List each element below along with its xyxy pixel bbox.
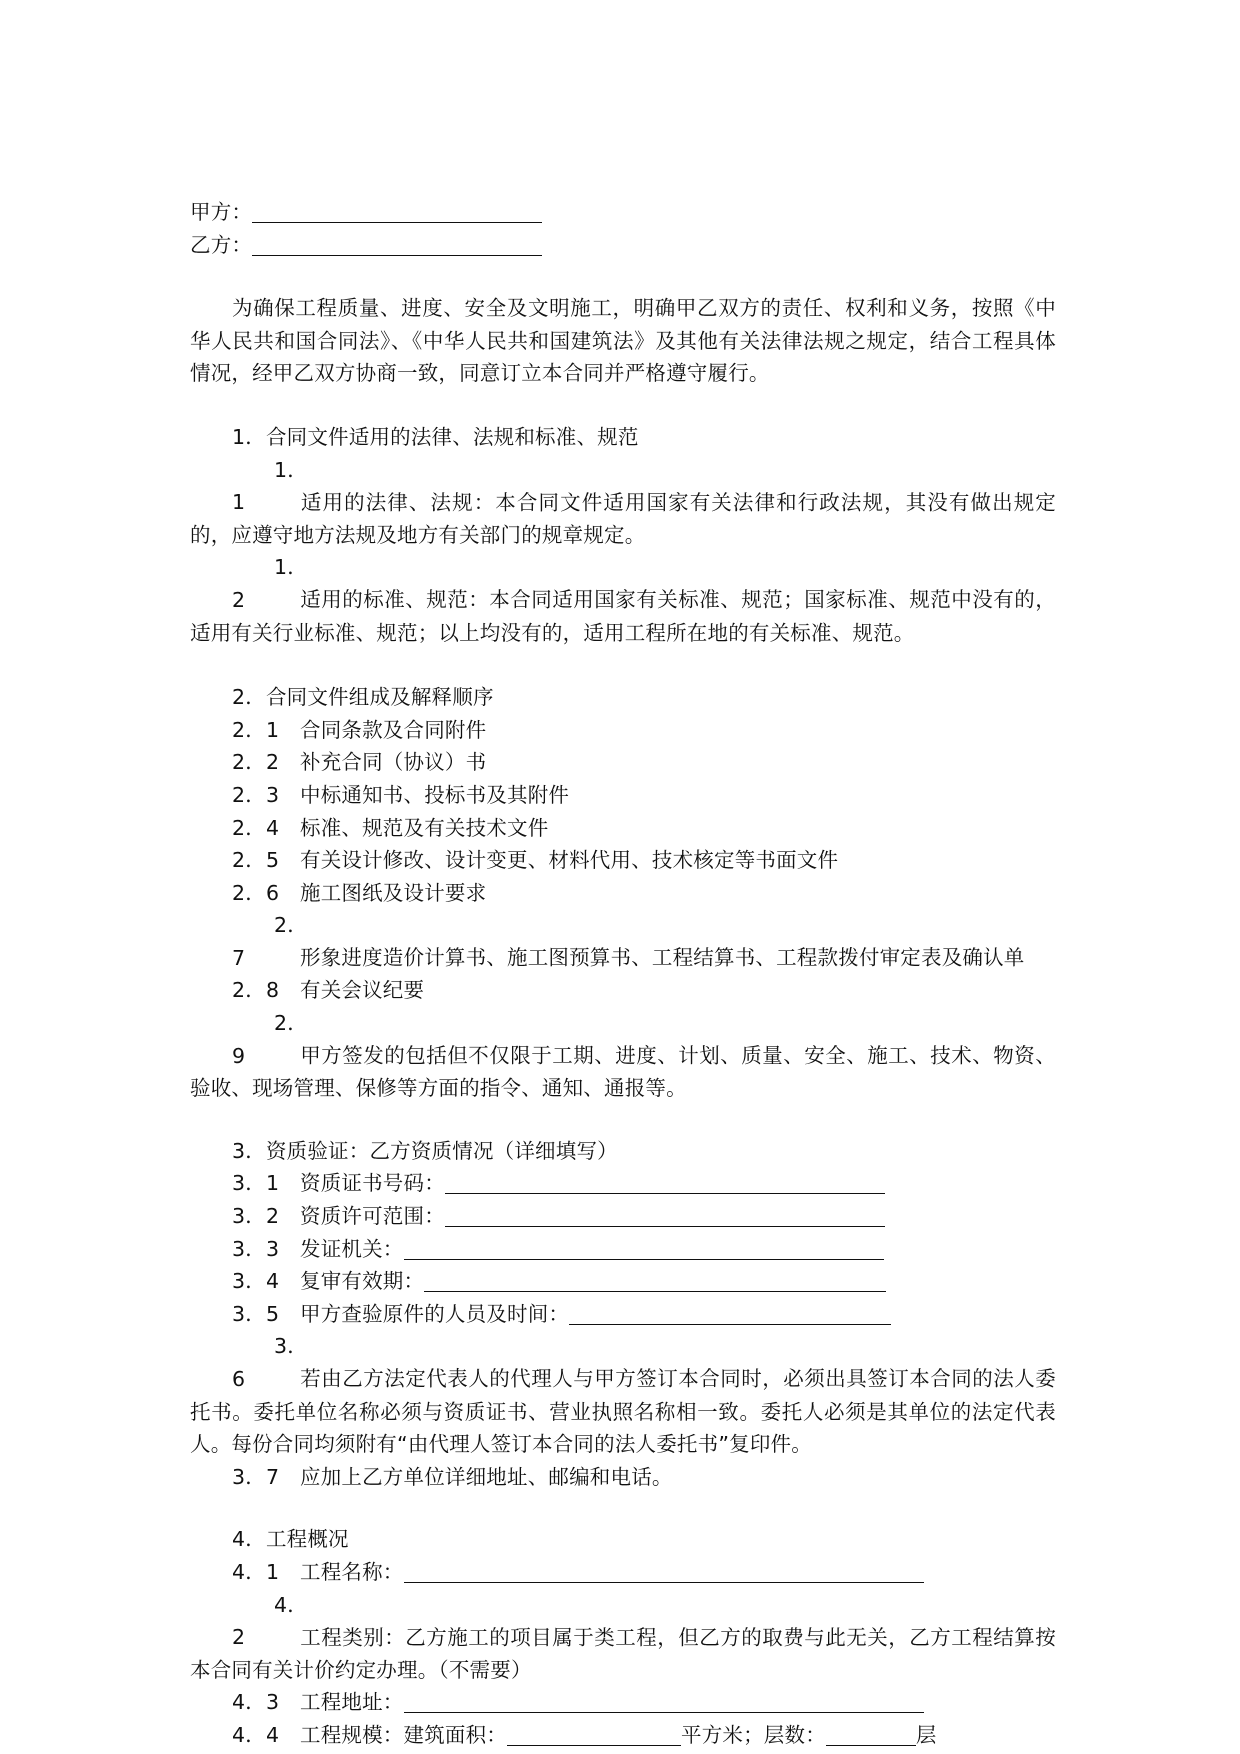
clause-3-2 — [190, 1200, 1056, 1233]
party-a-label: 甲方： — [190, 200, 253, 224]
clause-number: 2．4 — [232, 815, 280, 840]
clause-number: 4．4 — [232, 1722, 280, 1747]
clause-2-6 — [190, 877, 1056, 910]
section-2-title: 2．合同文件组成及解释顺序 — [232, 685, 494, 710]
area-unit-label: 平方米；层数： — [681, 1722, 826, 1747]
clause-label: 发证机关： — [300, 1236, 404, 1261]
clause-2-3 — [190, 779, 1056, 812]
clause-1-2 — [190, 551, 1056, 649]
clause-2-9 — [190, 1007, 1056, 1105]
clause-number: 4．3 — [232, 1690, 280, 1715]
clause-2-7 — [190, 909, 1056, 974]
clause-label: 资质许可范围： — [300, 1204, 445, 1229]
clause-number: 2．3 — [232, 782, 280, 807]
floor-area-blank[interactable] — [507, 1721, 681, 1746]
clause-text: 有关设计修改、设计变更、材料代用、技术核定等书面文件 — [300, 848, 839, 873]
clause-number: 3．3 — [232, 1236, 280, 1261]
clause-text: 应加上乙方单位详细地址、邮编和电话。 — [300, 1464, 673, 1489]
clause-text: 适用的标准、规范：本合同适用国家有关标准、规范；国家标准、规范中没有的，适用有关行业标准、规范；以上均没有的，适用工程所在地的有关标准、规范。 — [190, 587, 1056, 645]
project-name-blank[interactable] — [404, 1558, 924, 1583]
clause-3-6 — [190, 1330, 1056, 1460]
clause-3-1 — [190, 1167, 1056, 1200]
clause-2-1 — [190, 714, 1056, 747]
clause-text: 适用的法律、法规：本合同文件适用国家有关法律和行政法规，其没有做出规定的，应遵守地方法规及地方有关部门的规章规定。 — [190, 490, 1056, 547]
clause-number: 3．2 — [232, 1204, 280, 1229]
clause-number: 2．8 — [232, 978, 280, 1003]
clause-text: 有关会议纪要 — [300, 978, 425, 1003]
section-3-title: 3．资质验证：乙方资质情况（详细填写） — [232, 1138, 618, 1163]
clause-number: 2．7 — [232, 913, 308, 970]
clause-text: 补充合同（协议）书 — [300, 750, 487, 775]
clause-text: 标准、规范及有关技术文件 — [300, 815, 549, 840]
clause-number: 2．6 — [232, 880, 280, 905]
clause-4-1 — [190, 1556, 1056, 1589]
clause-number: 2．2 — [232, 750, 280, 775]
party-b-blank[interactable] — [252, 231, 542, 256]
section-4-title: 4．工程概况 — [232, 1527, 349, 1552]
clause-number: 3．7 — [232, 1464, 280, 1489]
clause-4-3 — [190, 1686, 1056, 1719]
inspector-time-blank[interactable] — [569, 1300, 891, 1325]
clause-text: 甲方签发的包括但不仅限于工期、进度、计划、质量、安全、施工、技术、物资、验收、现场管理、保修等方面的指令、通知、通报等。 — [190, 1043, 1056, 1101]
clause-number: 4．2 — [232, 1592, 308, 1650]
project-address-blank[interactable] — [404, 1688, 924, 1713]
clause-text: 若由乙方法定代表人的代理人与甲方签订本合同时，必须出具签订本合同的法人委托书。委托单位名称必须与资质证书、营业执照名称相一致。委托人必须是其单位的法定代表人。每份合同均须附有“由代理人签订本合同的法人委托书”复印件。 — [190, 1367, 1056, 1457]
contract-body — [190, 196, 1056, 1752]
clause-4-2 — [190, 1589, 1056, 1687]
clause-3-3 — [190, 1233, 1056, 1266]
clause-label: 工程规模：建筑面积： — [300, 1722, 507, 1747]
party-a-line — [190, 196, 1056, 229]
clause-number: 2．9 — [232, 1011, 308, 1068]
clause-1-1 — [190, 454, 1056, 552]
floor-unit-label: 层 — [915, 1722, 937, 1747]
party-b-label: 乙方： — [190, 232, 253, 257]
floor-count-blank[interactable] — [826, 1721, 916, 1746]
clause-3-5 — [190, 1298, 1056, 1331]
clause-label: 资质证书号码： — [300, 1171, 445, 1196]
clause-number: 2．5 — [232, 848, 280, 873]
clause-number: 1．1 — [232, 457, 308, 515]
clause-2-2 — [190, 746, 1056, 779]
clause-label: 工程地址： — [300, 1690, 404, 1715]
clause-2-4 — [190, 812, 1056, 845]
clause-number: 4．1 — [232, 1559, 280, 1584]
clause-text: 施工图纸及设计要求 — [300, 880, 487, 905]
party-b-line — [190, 229, 1056, 262]
clause-2-8 — [190, 974, 1056, 1007]
clause-label: 甲方查验原件的人员及时间： — [300, 1301, 570, 1326]
clause-number: 1．2 — [232, 555, 308, 612]
clause-text: 中标通知书、投标书及其附件 — [300, 782, 570, 807]
clause-label: 复审有效期： — [300, 1269, 425, 1294]
clause-text: 合同条款及合同附件 — [300, 717, 487, 742]
clause-text: 形象进度造价计算书、施工图预算书、工程结算书、工程款拨付审定表及确认单 — [300, 945, 1025, 970]
clause-3-4 — [190, 1265, 1056, 1298]
section-1-title: 1．合同文件适用的法律、法规和标准、规范 — [232, 424, 639, 449]
clause-number: 3．4 — [232, 1269, 280, 1294]
clause-number: 3．1 — [232, 1171, 280, 1196]
issuing-authority-blank[interactable] — [404, 1235, 884, 1260]
clause-label: 工程名称： — [300, 1559, 404, 1584]
party-a-blank[interactable] — [252, 198, 542, 223]
clause-text: 工程类别：乙方施工的项目属于类工程，但乙方的取费与此无关，乙方工程结算按本合同有关计价约定办理。（不需要） — [190, 1625, 1056, 1682]
clause-number: 3．6 — [232, 1334, 308, 1391]
clause-4-4 — [190, 1719, 1056, 1752]
validity-period-blank[interactable] — [424, 1267, 886, 1292]
clause-3-7 — [190, 1461, 1056, 1494]
intro-paragraph: 为确保工程质量、进度、安全及文明施工，明确甲乙双方的责任、权利和义务，按照《中华人民共和国合同法》、《中华人民共和国建筑法》及其他有关法律法规之规定，结合工程具体情况，经甲乙双方协商一致，同意订立本合同并严格遵守履行。 — [190, 296, 1056, 386]
license-scope-blank[interactable] — [445, 1202, 885, 1227]
clause-number: 2．1 — [232, 717, 280, 742]
cert-number-blank[interactable] — [445, 1169, 885, 1194]
clause-2-5 — [190, 844, 1056, 877]
clause-number: 3．5 — [232, 1301, 280, 1326]
